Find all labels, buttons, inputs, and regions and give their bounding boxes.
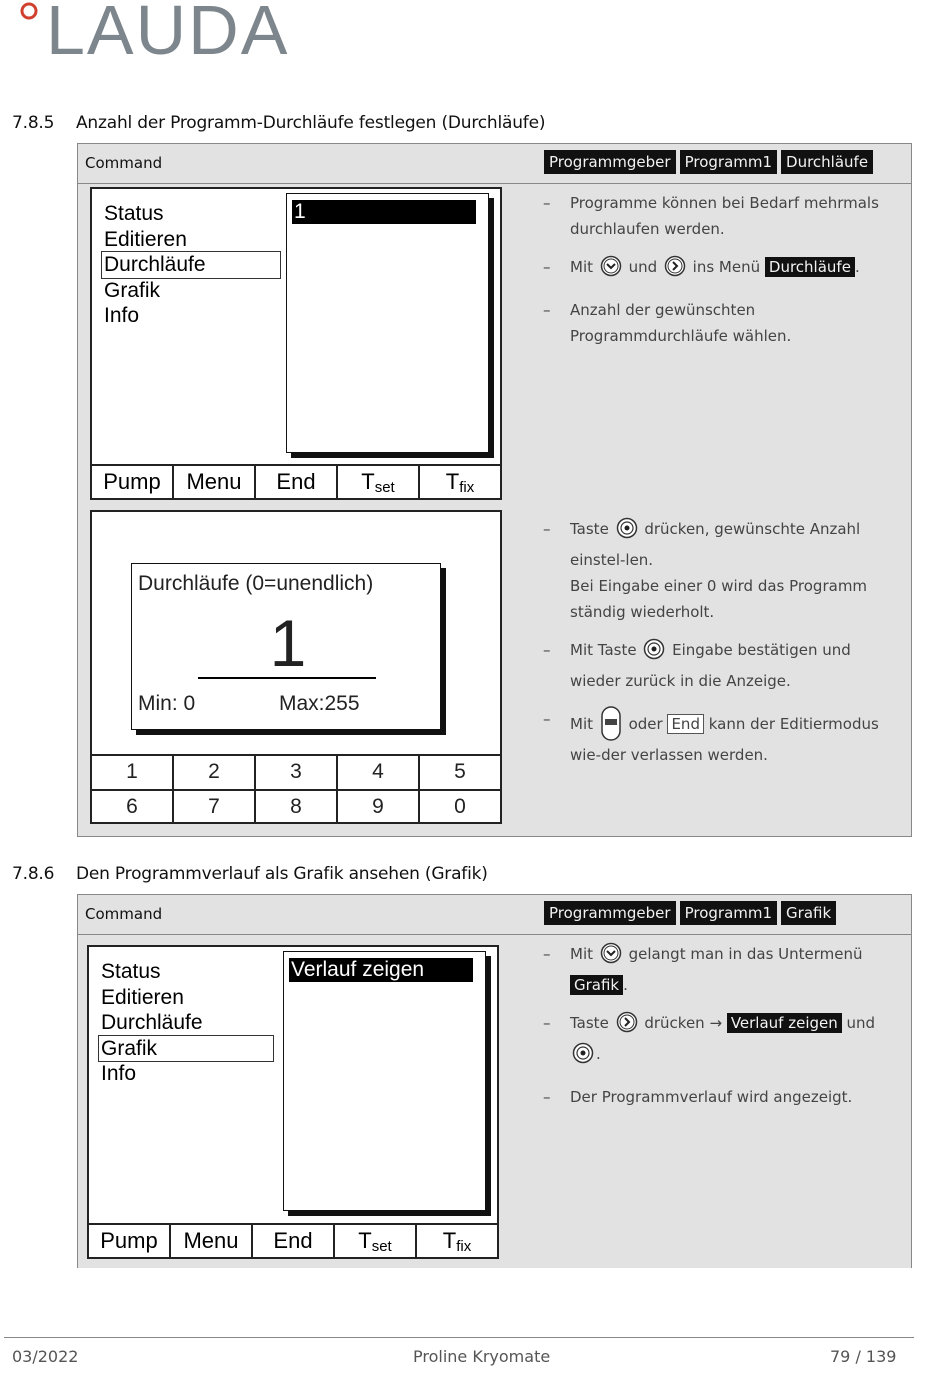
softkey-menu[interactable]: Menu <box>171 1225 253 1257</box>
enter-key-icon <box>572 1042 594 1072</box>
keypad-row <box>92 789 500 822</box>
breadcrumb-programm1: Programm1 <box>680 150 777 174</box>
instruction-text: Taste <box>570 520 609 538</box>
key-2[interactable]: 2 <box>174 756 256 789</box>
instruction-text: kann der Editiermodus wie-der verlassen werden. <box>570 715 879 764</box>
key-6[interactable]: 6 <box>92 791 174 822</box>
instruction-text: drücken → <box>644 1014 723 1032</box>
softkey-pump[interactable]: Pump <box>89 1225 171 1257</box>
esc-key-icon <box>600 706 622 742</box>
breadcrumb-grafik: Grafik <box>781 901 836 925</box>
instruction-text: ins Menü <box>692 258 761 276</box>
key-3[interactable]: 3 <box>256 756 338 789</box>
softkey-tset-sub: set <box>371 1238 392 1255</box>
instructions-grafik <box>543 941 905 1122</box>
menu-item-editieren[interactable]: Editieren <box>104 227 187 251</box>
submenu-box <box>283 951 486 1211</box>
instruction-item <box>543 254 905 285</box>
end-softkey-ref: End <box>667 714 704 734</box>
dialog-title: Durchläufe (0=unendlich) <box>138 572 374 595</box>
softkey-bar <box>89 1223 497 1257</box>
footer-divider <box>4 1337 914 1338</box>
instruction-item <box>543 297 905 349</box>
section-heading-785 <box>12 113 545 133</box>
menu-item-status[interactable]: Status <box>104 202 164 225</box>
dialog-max: Max:255 <box>279 692 360 715</box>
key-8[interactable]: 8 <box>256 791 338 822</box>
instruction-text: . <box>596 1045 601 1063</box>
panel-header <box>78 144 911 184</box>
command-panel-grafik <box>77 894 912 1268</box>
instructions-top <box>543 190 905 361</box>
instruction-text: Mit <box>570 715 593 733</box>
chevron-down-key-icon <box>600 255 622 285</box>
instruction-item <box>543 637 905 694</box>
breadcrumb <box>544 150 873 174</box>
display-input-screen <box>90 510 502 824</box>
section-number: 7.8.6 <box>12 864 55 884</box>
menu-list <box>102 201 280 329</box>
instruction-text: Taste <box>570 1014 609 1032</box>
softkey-tset[interactable] <box>335 1225 417 1257</box>
command-panel-durchlaeufe <box>77 143 912 837</box>
instruction-item <box>543 190 905 242</box>
enter-key-icon <box>643 638 665 668</box>
section-heading-786 <box>12 864 488 884</box>
softkey-tfix-label: T <box>445 469 460 494</box>
breadcrumb <box>544 901 836 925</box>
enter-key-icon <box>616 517 638 547</box>
breadcrumb-programmgeber: Programmgeber <box>544 901 676 925</box>
chevron-right-key-icon <box>664 255 686 285</box>
instruction-text: Anzahl der gewünschten Programmdurchläufe wählen. <box>570 301 792 345</box>
softkey-tset[interactable] <box>338 466 420 498</box>
instruction-text: Bei Eingabe einer 0 wird das Programm ständig wiederholt. <box>570 577 868 621</box>
menu-tag-verlauf-zeigen: Verlauf zeigen <box>727 1013 842 1033</box>
softkey-tfix-sub: fix <box>459 479 475 496</box>
footer-product: Proline Kryomate <box>413 1347 551 1366</box>
key-9[interactable]: 9 <box>338 791 420 822</box>
menu-tag-grafik: Grafik <box>570 975 623 995</box>
softkey-bar <box>92 464 500 498</box>
softkey-tfix-label: T <box>442 1228 457 1253</box>
svg-text:LAUDA: LAUDA <box>46 0 290 60</box>
menu-item-grafik[interactable]: Grafik <box>104 278 161 302</box>
softkey-tset-sub: set <box>374 479 395 496</box>
instruction-text: . <box>623 976 628 994</box>
instruction-text: oder <box>628 715 663 733</box>
instruction-text: Programme können bei Bedarf mehrmals durchlaufen werden. <box>570 194 879 238</box>
instruction-item <box>543 516 905 625</box>
key-5[interactable]: 5 <box>454 760 466 783</box>
display-menu-screen <box>90 187 502 500</box>
breadcrumb-durchlaeufe: Durchläufe <box>781 150 873 174</box>
instruction-item <box>543 941 905 998</box>
lauda-logo <box>16 0 296 60</box>
section-number: 7.8.5 <box>12 113 55 133</box>
keypad-row <box>92 756 500 789</box>
softkey-end[interactable]: End <box>256 466 338 498</box>
section-title: Den Programmverlauf als Grafik ansehen (Grafik) <box>76 864 488 884</box>
key-4[interactable]: 4 <box>338 756 420 789</box>
menu-item-durchlaeufe[interactable]: Durchläufe <box>101 1011 203 1034</box>
command-label: Command <box>85 154 163 172</box>
instruction-item <box>543 1084 905 1110</box>
numeric-keypad <box>92 754 500 822</box>
softkey-tset-label: T <box>361 469 375 494</box>
menu-item-durchlaeufe[interactable]: Durchläufe <box>102 252 280 278</box>
input-dialog <box>131 563 441 730</box>
instruction-text: Mit <box>570 945 593 963</box>
footer-page-number: 79 / 139 <box>830 1347 897 1366</box>
key-7[interactable]: 7 <box>174 791 256 822</box>
softkey-tfix[interactable] <box>420 466 500 498</box>
submenu-box <box>286 193 489 453</box>
menu-item-info[interactable]: Info <box>104 304 140 327</box>
menu-item-grafik[interactable]: Grafik <box>99 1036 273 1062</box>
menu-item-editieren[interactable]: Editieren <box>101 985 184 1009</box>
softkey-end[interactable]: End <box>253 1225 335 1257</box>
softkey-tfix[interactable] <box>417 1225 497 1257</box>
command-label: Command <box>85 905 163 923</box>
dialog-value[interactable]: 1 <box>269 606 307 680</box>
submenu-selected-value[interactable]: 1 <box>292 200 476 224</box>
instruction-text: und <box>846 1014 876 1032</box>
instruction-item <box>543 706 905 768</box>
breadcrumb-programmgeber: Programmgeber <box>544 150 676 174</box>
instruction-text: Mit <box>570 258 593 276</box>
instruction-text: drücken, gewünschte Anzahl einstel-len. <box>570 520 861 569</box>
softkey-tset-label: T <box>358 1228 372 1253</box>
menu-item-status[interactable]: Status <box>101 960 161 983</box>
softkey-tfix-sub: fix <box>456 1238 472 1255</box>
instruction-text: Mit Taste <box>570 641 637 659</box>
panel-header <box>78 895 911 935</box>
submenu-selected-value[interactable]: Verlauf zeigen <box>289 958 473 982</box>
dialog-value-underline <box>198 677 376 679</box>
key-0[interactable]: 0 <box>454 795 466 818</box>
footer-date: 03/2022 <box>12 1347 79 1366</box>
menu-tag-durchlaeufe: Durchläufe <box>765 257 855 277</box>
instruction-item <box>543 1010 905 1072</box>
lauda-logo-graphic <box>16 0 296 60</box>
softkey-pump[interactable]: Pump <box>92 466 174 498</box>
instruction-text: Der Programmverlauf wird angezeigt. <box>570 1088 853 1106</box>
instruction-text: . <box>854 258 860 276</box>
menu-list <box>99 959 273 1087</box>
instruction-text: Eingabe bestätigen und wieder zurück in die Anzeige. <box>570 641 851 690</box>
softkey-menu[interactable]: Menu <box>174 466 256 498</box>
breadcrumb-programm1: Programm1 <box>680 901 777 925</box>
instruction-text: und <box>628 258 658 276</box>
menu-item-info[interactable]: Info <box>101 1062 137 1085</box>
instruction-text: gelangt man in das Untermenü <box>628 945 863 963</box>
display-menu-screen <box>87 945 499 1259</box>
key-1[interactable]: 1 <box>92 756 174 789</box>
section-title: Anzahl der Programm-Durchläufe festlegen (Durchläufe) <box>76 113 546 133</box>
chevron-right-key-icon <box>616 1011 638 1041</box>
instructions-bottom <box>543 516 905 780</box>
dialog-min: Min: 0 <box>138 692 196 715</box>
chevron-down-key-icon <box>600 942 622 972</box>
